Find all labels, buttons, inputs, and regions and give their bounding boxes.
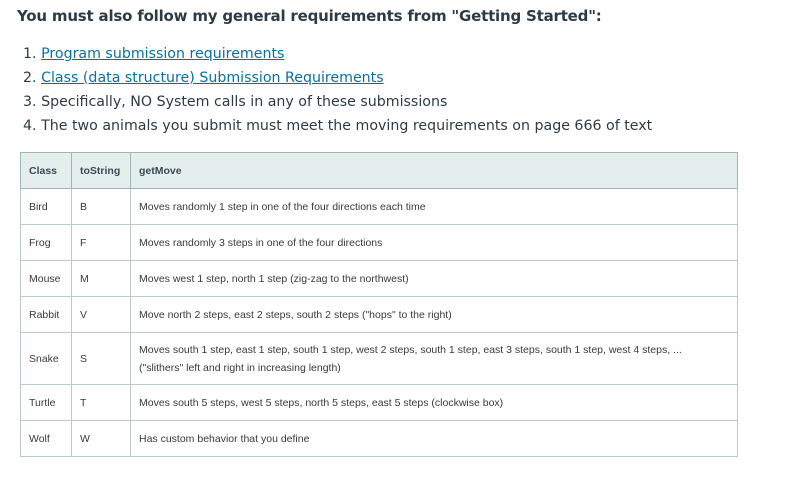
animal-table-container [20,152,737,457]
table-row [21,261,738,297]
cell-class: Turtle [21,385,72,421]
cell-tostring: W [72,421,131,457]
header-class: Class [21,153,72,189]
requirement-item [23,90,652,114]
requirement-text: Specifically, NO System calls in any of these submissions [41,94,448,110]
requirement-number: 2. [23,70,37,86]
class-submission-link[interactable]: Class (data structure) Submission Requirements [41,70,384,86]
cell-tostring: S [72,333,131,385]
cell-getmove [131,333,738,385]
table-row [21,189,738,225]
requirement-text: The two animals you submit must meet the moving requirements on page 666 of text [41,118,653,134]
cell-tostring: M [72,261,131,297]
getmove-line-1: Moves south 1 step, east 1 step, south 1 step, west 2 steps, south 1 step, east 3 steps, south 1 step, west 4 steps, ... [139,343,682,356]
header-tostring: toString [72,153,131,189]
table-header-row [21,153,738,189]
requirements-list [23,42,652,138]
requirement-number: 3. [23,94,37,110]
table-row [21,225,738,261]
requirement-item [23,66,652,90]
cell-getmove: Moves randomly 1 step in one of the four directions each time [131,189,738,225]
cell-class: Wolf [21,421,72,457]
requirement-number: 4. [23,118,37,134]
cell-class: Mouse [21,261,72,297]
cell-getmove: Moves west 1 step, north 1 step (zig-zag to the northwest) [131,261,738,297]
header-getmove: getMove [131,153,738,189]
table-row [21,333,738,385]
getmove-line-2: ("slithers" left and right in increasing length) [139,361,341,374]
requirement-number: 1. [23,46,37,62]
requirement-item [23,42,652,66]
cell-class: Bird [21,189,72,225]
cell-class: Rabbit [21,297,72,333]
program-submission-link[interactable]: Program submission requirements [41,46,285,62]
cell-getmove: Moves south 5 steps, west 5 steps, north 5 steps, east 5 steps (clockwise box) [131,385,738,421]
table-row [21,297,738,333]
cell-class: Frog [21,225,72,261]
cell-getmove: Move north 2 steps, east 2 steps, south 2 steps ("hops" to the right) [131,297,738,333]
table-row [21,385,738,421]
cell-tostring: T [72,385,131,421]
cell-class: Snake [21,333,72,385]
cell-tostring: F [72,225,131,261]
requirement-item [23,114,652,138]
cell-tostring: B [72,189,131,225]
animal-table [20,152,738,457]
cell-getmove: Moves randomly 3 steps in one of the four directions [131,225,738,261]
cell-getmove: Has custom behavior that you define [131,421,738,457]
table-row [21,421,738,457]
cell-tostring: V [72,297,131,333]
page-heading: You must also follow my general requirements from "Getting Started": [17,7,602,25]
